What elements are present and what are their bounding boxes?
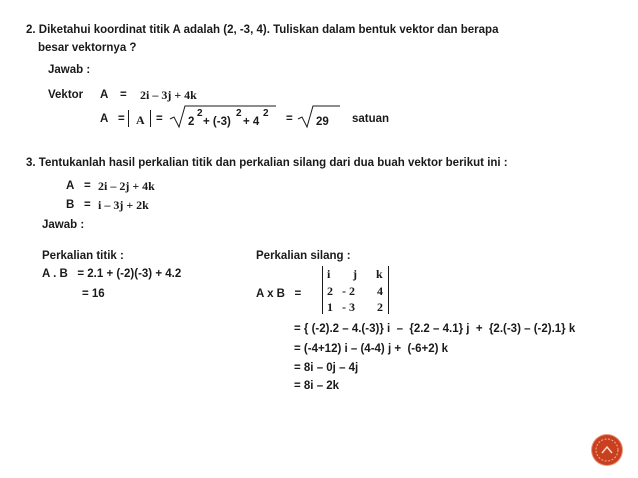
rad1-base-c: + 4 xyxy=(243,116,260,128)
vector-eq: = xyxy=(120,89,127,101)
abs-bar-right xyxy=(150,110,151,127)
chevron-circle-icon[interactable] xyxy=(592,435,622,465)
det-cell: 2 xyxy=(377,300,383,314)
magnitude-eq2: = xyxy=(156,113,163,125)
det-bar-left xyxy=(322,266,323,314)
rad1-exp-c: 2 xyxy=(263,108,269,119)
dot-product-result: = 16 xyxy=(82,288,105,300)
rad1-base-a: 2 xyxy=(188,116,195,128)
vector-A-label: A xyxy=(66,180,75,192)
rad1-exp-b: 2 xyxy=(236,108,242,119)
vector-B-eq: = xyxy=(84,199,91,211)
rad1-mid: + (-3) xyxy=(203,116,231,128)
det-cell: 2 xyxy=(327,284,333,298)
vector-B-expr: i – 3j + 2k xyxy=(98,198,149,212)
det-cell: - 3 xyxy=(342,300,355,314)
vector-A-eq: = xyxy=(84,180,91,192)
vector-lhs: A xyxy=(100,89,109,101)
rad2-value: 29 xyxy=(316,116,329,128)
magnitude-abs: A xyxy=(136,113,145,127)
det-cell: k xyxy=(376,267,383,281)
det-cell: j xyxy=(353,267,357,281)
det-cell: - 2 xyxy=(342,284,355,298)
satuan-label: satuan xyxy=(352,113,390,125)
vektor-label: Vektor xyxy=(48,89,84,101)
det-cell: 1 xyxy=(327,300,333,314)
vector-B-label: B xyxy=(66,199,75,211)
q2-title-line2: besar vektornya ? xyxy=(38,42,137,54)
dot-product-line1: A . B = 2.1 + (-2)(-3) + 4.2 xyxy=(42,268,182,280)
rad1-exp-a: 2 xyxy=(197,108,203,119)
cross-step-1: = { (-2).2 – 4.(-3)} i – {2.2 – 4.1} j + {2.(-3) – (-2).1} k xyxy=(294,323,576,335)
cross-step-3: = 8i – 0j – 4j xyxy=(294,362,359,374)
cross-step-2: = (-4+12) i – (4-4) j + (-6+2) k xyxy=(294,343,449,355)
det-bar-right xyxy=(388,266,389,314)
magnitude-lhs: A xyxy=(100,113,109,125)
q2-jawab: Jawab : xyxy=(48,64,91,76)
det-cell: i xyxy=(327,267,331,281)
dot-product-title: Perkalian titik : xyxy=(42,250,124,262)
abs-bar-left xyxy=(128,110,129,127)
cross-product-title: Perkalian silang : xyxy=(256,250,351,262)
q3-jawab: Jawab : xyxy=(42,219,85,231)
det-cell: 4 xyxy=(377,284,383,298)
vector-rhs: 2i – 3j + 4k xyxy=(140,88,197,102)
cross-product-lhs: A x B = xyxy=(256,288,302,300)
q3-title: 3. Tentukanlah hasil perkalian titik dan perkalian silang dari dua buah vektor berikut ini : xyxy=(26,157,508,169)
cross-step-4: = 8i – 2k xyxy=(294,380,340,392)
magnitude-eq1: = xyxy=(118,113,125,125)
magnitude-eq3: = xyxy=(286,113,293,125)
q2-title-line1: 2. Diketahui koordinat titik A adalah (2, -3, 4). Tuliskan dalam bentuk vektor dan berapa xyxy=(26,24,499,36)
vector-A-expr: 2i – 2j + 4k xyxy=(98,179,155,193)
